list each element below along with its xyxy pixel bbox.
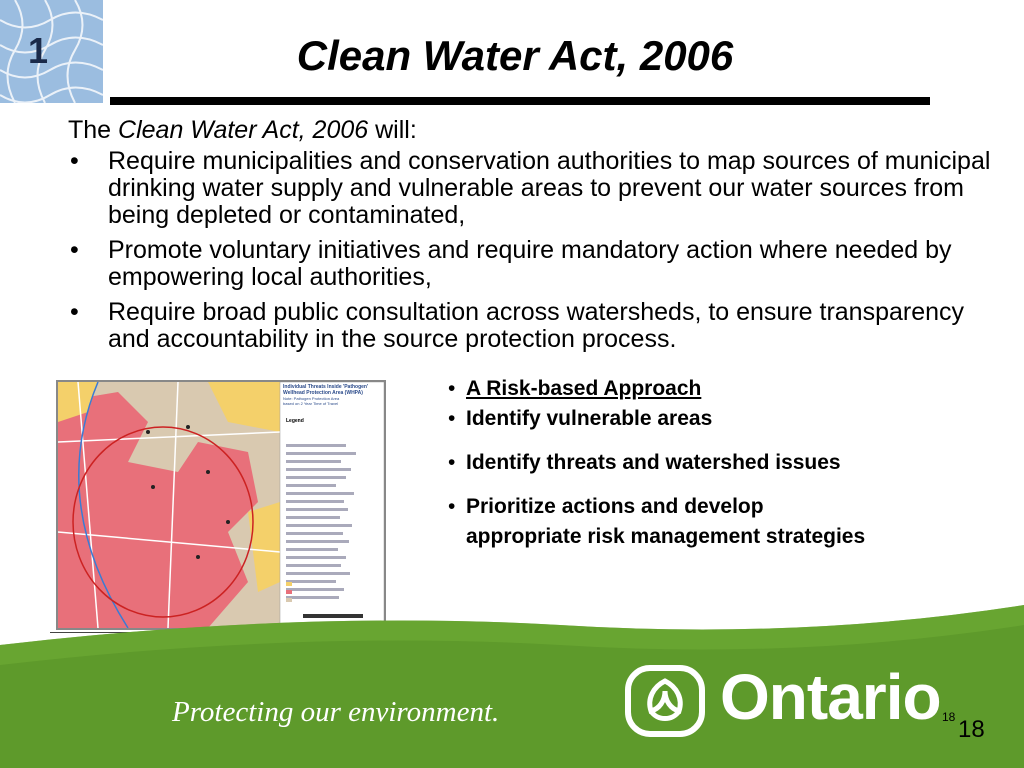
risk-approach-list <box>448 374 865 552</box>
map-title-line: Wellhead Protection Area (WHPA) <box>283 390 363 396</box>
map-title-line: Note: Pathogen Protection Area <box>283 396 340 401</box>
bullet-item <box>68 299 998 353</box>
ontario-trillium-icon <box>625 665 705 737</box>
bullet-dot-icon: • <box>448 451 456 474</box>
net-pattern-icon <box>0 0 103 103</box>
risk-item <box>448 492 865 552</box>
intro-act-name: Clean Water Act, 2006 <box>118 116 369 144</box>
bullet-dot-icon: • <box>448 377 456 400</box>
risk-item <box>448 374 865 404</box>
bullet-text: Promote voluntary initiatives and require mandatory action where needed by empowering local authorities, <box>108 236 952 291</box>
page-number-small: 18 <box>942 710 956 724</box>
risk-item-text: A Risk-based Approach <box>466 377 702 400</box>
bullet-dot-icon: • <box>448 407 456 430</box>
bullet-dot-icon: • <box>70 236 79 264</box>
slide-title: Clean Water Act, 2006 <box>296 32 734 79</box>
map-graphic <box>58 382 384 628</box>
risk-item-text-cont: appropriate risk management strategies <box>466 525 866 548</box>
map-legend-heading: Legend <box>286 418 304 424</box>
intro-line <box>68 116 417 145</box>
bullet-dot-icon: • <box>448 495 456 518</box>
badge-number: 1 <box>28 30 49 71</box>
map-title-line: based on 2 Year Time of Travel <box>283 401 339 406</box>
risk-item-text: Prioritize actions and develop <box>466 495 764 518</box>
page-number: 18 <box>958 716 985 743</box>
risk-item-text: Identify vulnerable areas <box>466 407 713 430</box>
bullet-text: Require broad public consultation across watersheds, to ensure transparency and accountability in the source protection process. <box>108 298 965 353</box>
bullet-item <box>68 237 998 291</box>
footer-tagline: Protecting our environment. <box>172 696 500 728</box>
risk-item <box>448 448 865 478</box>
intro-prefix: The <box>68 116 119 144</box>
intro-suffix: will: <box>368 116 417 144</box>
map-title-line: Individual Threats Inside 'Pathogen' <box>283 384 369 390</box>
bullet-text: Require municipalities and conservation authorities to map sources of municipal drinking water supply and vulnerable areas to prevent our water sources from being depleted or contaminated, <box>108 147 991 229</box>
wellhead-protection-map <box>56 380 386 630</box>
bullet-dot-icon: • <box>70 298 79 326</box>
title-underline <box>110 97 930 105</box>
risk-item-text: Identify threats and watershed issues <box>466 451 841 474</box>
ontario-wordmark: Ontario <box>720 661 941 733</box>
chapter-badge <box>0 0 103 103</box>
risk-item <box>448 404 865 434</box>
bullet-dot-icon: • <box>70 147 79 175</box>
bullet-item <box>68 148 998 229</box>
main-bullet-list <box>68 148 998 361</box>
